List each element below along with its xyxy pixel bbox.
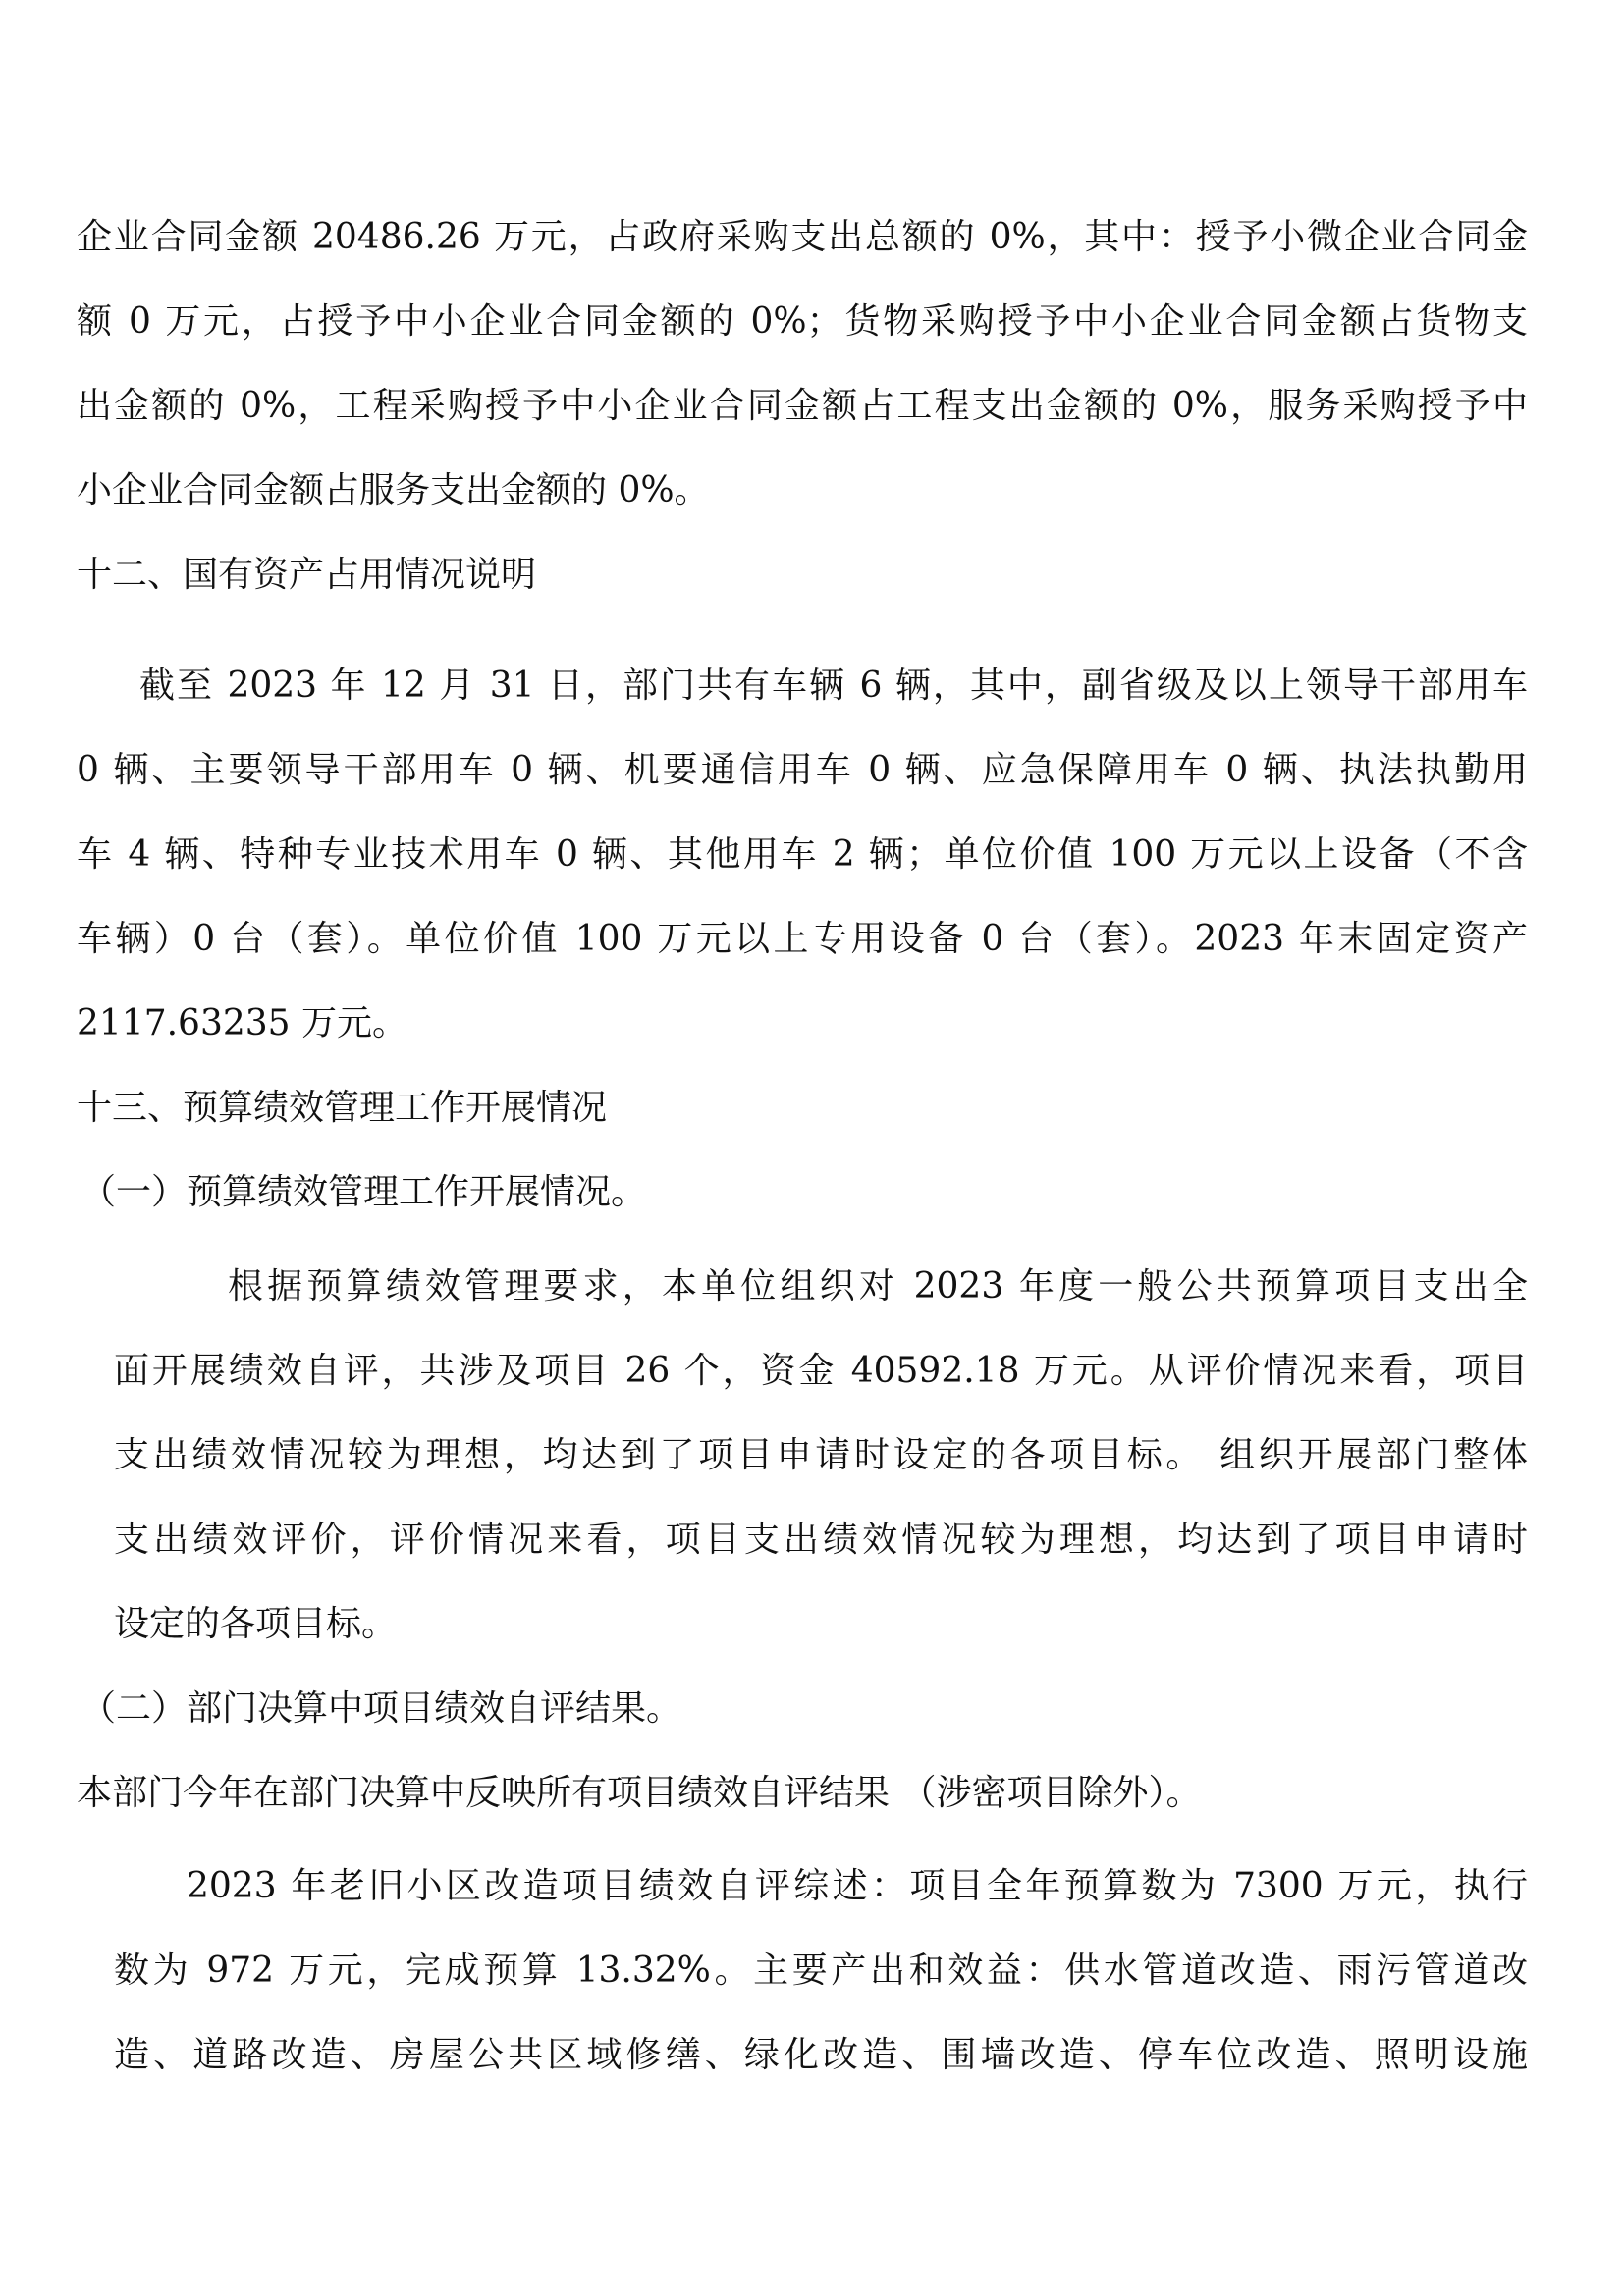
paragraph-line: 支出绩效评价，评价情况来看，项目支出绩效情况较为理想，均达到了项目申请时 xyxy=(114,1520,1528,1560)
section-heading-13: 十三、预算绩效管理工作开展情况 xyxy=(77,1088,608,1128)
paragraph-line: 2117.63235 万元。 xyxy=(77,1003,408,1043)
paragraph-line: 企业合同金额 20486.26 万元，占政府采购支出总额的 0%，其中：授予小微企业合同金 xyxy=(77,217,1528,257)
subsection-heading-1: （一）预算绩效管理工作开展情况。 xyxy=(81,1172,647,1212)
paragraph-line: 支出绩效情况较为理想，均达到了项目申请时设定的各项目标。 组织开展部门整体 xyxy=(114,1435,1528,1475)
paragraph-line: 设定的各项目标。 xyxy=(114,1604,398,1644)
paragraph-line: 面开展绩效自评，共涉及项目 26 个，资金 40592.18 万元。从评价情况来看，项目 xyxy=(114,1351,1528,1391)
subsection-heading-2: （二）部门决算中项目绩效自评结果。 xyxy=(81,1688,682,1729)
paragraph-line: 本部门今年在部门决算中反映所有项目绩效自评结果 （涉密项目除外）。 xyxy=(77,1773,1202,1813)
paragraph-line: 2023 年老旧小区改造项目绩效自评综述：项目全年预算数为 7300 万元，执行 xyxy=(187,1866,1528,1906)
paragraph-line: 造、道路改造、房屋公共区域修缮、绿化改造、围墙改造、停车位改造、照明设施 xyxy=(114,2035,1528,2075)
paragraph-line: 车辆）0 台（套）。单位价值 100 万元以上专用设备 0 台（套）。2023 年末固定资产 xyxy=(77,919,1528,959)
paragraph-line: 车 4 辆、特种专业技术用车 0 辆、其他用车 2 辆；单位价值 100 万元以上设备（不含 xyxy=(77,834,1528,875)
paragraph-line: 0 辆、主要领导干部用车 0 辆、机要通信用车 0 辆、应急保障用车 0 辆、执法执勤用 xyxy=(77,750,1528,790)
paragraph-line: 数为 972 万元，完成预算 13.32%。主要产出和效益：供水管道改造、雨污管道改 xyxy=(114,1950,1528,1991)
paragraph-line: 根据预算绩效管理要求，本单位组织对 2023 年度一般公共预算项目支出全 xyxy=(228,1266,1528,1307)
paragraph-line: 小企业合同金额占服务支出金额的 0%。 xyxy=(77,470,710,510)
section-heading-12: 十二、国有资产占用情况说明 xyxy=(77,555,537,595)
paragraph-line: 截至 2023 年 12 月 31 日，部门共有车辆 6 辆，其中，副省级及以上领导干部用车 xyxy=(139,666,1528,706)
paragraph-line: 额 0 万元，占授予中小企业合同金额的 0%；货物采购授予中小企业合同金额占货物支 xyxy=(77,301,1528,342)
paragraph-line: 出金额的 0%，工程采购授予中小企业合同金额占工程支出金额的 0%，服务采购授予中 xyxy=(77,386,1528,426)
